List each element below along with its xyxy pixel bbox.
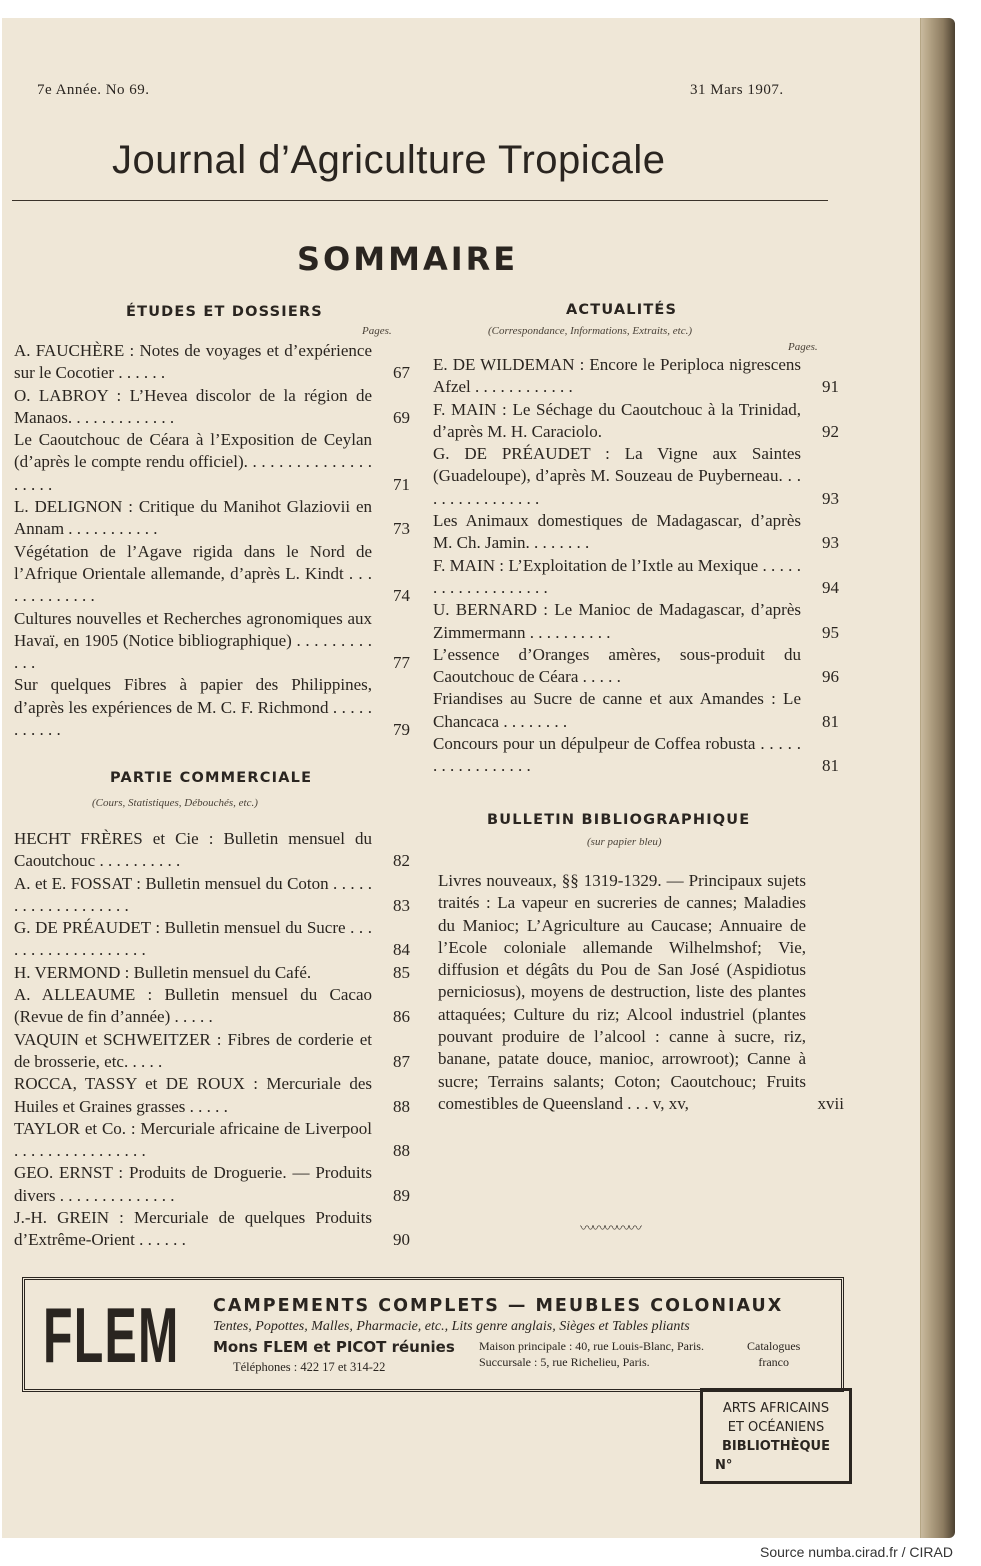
issue-number: 7e Année. No 69. — [37, 82, 150, 98]
stamp-line3: BIBLIOTHÈQUE — [722, 1439, 830, 1454]
section-actualites-title: ACTUALITÉS — [566, 302, 678, 318]
flem-brand: FLEM — [43, 1291, 180, 1379]
toc-entry-text: L. DELIGNON : Critique du Manihot Glaziovii en Annam . . . . . . . . . . . — [14, 497, 372, 539]
etudes-list — [14, 340, 410, 741]
issue-date: 31 Mars 1907. — [690, 82, 784, 98]
toc-entry-page: 96 — [822, 667, 839, 687]
toc-entry-page: 91 — [822, 377, 839, 397]
ad-catalogue — [747, 1338, 800, 1370]
toc-entry-text: H. VERMOND : Bulletin mensuel du Café. — [14, 962, 312, 982]
ad-products: Tentes, Popottes, Malles, Pharmacie, etc., Lits genre anglais, Sièges et Tables pliants — [213, 1319, 690, 1334]
toc-entry[interactable] — [433, 733, 839, 778]
biblio-text: Livres nouveaux, §§ 1319-1329. — Principaux sujets traités : La vapeur en sucreries de cannes; Maladies du Manioc; L’Agriculture au Caucase; Annuaire de l’Ecole coloniale allemande Wilhelmshof; Vie, diffusion et dégâts du Pou de San José (Aspidiotus perniciosus), moyens de destruction, liste des plantes attaquées; Culture du riz; Alcool industriel (plantes pouvant produire de l’alcool : canne à sucre, riz, banane, patate douce, manioc, arrowroot); Canne à sucre; Terrains salants; Coton; Caoutchouc; Fruits comestibles de Queensland . . . v, xv, — [438, 871, 806, 1113]
toc-entry-page: 77 — [393, 653, 410, 673]
toc-entry-text: GEO. ERNST : Produits de Droguerie. — Produits divers . . . . . . . . . . . . . . — [14, 1163, 372, 1205]
toc-entry-page: 79 — [393, 720, 410, 740]
toc-entry[interactable] — [433, 443, 839, 510]
ad-catalogue-line2: franco — [758, 1355, 789, 1369]
toc-entry[interactable] — [14, 340, 410, 385]
toc-entry[interactable] — [14, 962, 410, 984]
toc-entry-text: F. MAIN : Le Séchage du Caoutchouc à la Trinidad, d’après M. H. Caraciolo. — [433, 399, 801, 441]
toc-entry-text: O. LABROY : L’Hevea discolor de la région de Manaos. . . . . . . . . . . . . — [14, 385, 372, 427]
title-rule — [12, 200, 828, 201]
toc-entry-text: A. FAUCHÈRE : Notes de voyages et d’expérience sur le Cocotier . . . . . . — [14, 341, 372, 383]
toc-entry-text: Sur quelques Fibres à papier des Philippines, d’après les expériences de M. C. F. Richmond . . . . . . . . . . . — [14, 675, 372, 740]
toc-entry-text: Cultures nouvelles et Recherches agronomiques aux Havaï, en 1905 (Notice bibliographique) . . . . . . . . . . . . — [14, 608, 372, 673]
toc-entry[interactable] — [14, 1207, 410, 1252]
biblio-entry[interactable] — [438, 870, 844, 1115]
toc-entry-page: 92 — [822, 421, 839, 441]
ad-address-main: Maison principale : 40, rue Louis-Blanc, Paris. — [479, 1339, 704, 1353]
stamp-line2: ET OCÉANIENS — [727, 1420, 825, 1435]
ad-addresses — [479, 1338, 704, 1370]
toc-entry[interactable] — [433, 510, 839, 555]
toc-entry-page: 88 — [393, 1141, 410, 1161]
toc-entry-page: 93 — [822, 488, 839, 508]
toc-entry[interactable] — [433, 555, 839, 600]
toc-entry[interactable] — [14, 828, 410, 873]
toc-entry[interactable] — [14, 984, 410, 1029]
toc-entry-page: 88 — [393, 1096, 410, 1116]
toc-entry-page: 82 — [393, 851, 410, 871]
toc-entry[interactable] — [14, 429, 410, 496]
commerciale-list — [14, 828, 410, 1252]
toc-entry[interactable] — [14, 1162, 410, 1207]
toc-entry[interactable] — [433, 399, 839, 444]
toc-entry-text: Le Caoutchouc de Céara à l’Exposition de Ceylan (d’après le compte rendu officiel). . . . . . . . . . . . . . . . . . . . — [14, 430, 372, 494]
toc-entry-text: L’essence d’Oranges amères, sous-produit du Caoutchouc de Céara . . . . . — [433, 644, 801, 687]
toc-entry-text: Friandises au Sucre de canne et aux Amandes : Le Chancaca . . . . . . . . — [433, 689, 801, 731]
ad-company: Mons FLEM et PICOT réunies — [213, 1338, 455, 1356]
ad-headline: CAMPEMENTS COMPLETS — MEUBLES COLONIAUX — [213, 1296, 784, 1316]
toc-entry-text: A. ALLEAUME : Bulletin mensuel du Cacao (Revue de fin d’année) . . . . . — [14, 985, 372, 1027]
toc-entry-text: F. MAIN : L’Exploitation de l’Ixtle au Mexique . . . . . . . . . . . . . . . . . . . — [433, 555, 801, 597]
toc-entry-page: 81 — [822, 756, 839, 776]
toc-entry-page: 84 — [393, 940, 410, 960]
toc-entry[interactable] — [14, 385, 410, 430]
pages-label-left: Pages. — [362, 325, 392, 337]
toc-entry-page: 73 — [393, 519, 410, 539]
library-stamp — [700, 1388, 852, 1484]
toc-entry-text: Concours pour un dépulpeur de Coffea robusta . . . . . . . . . . . . . . . . . — [433, 734, 801, 776]
toc-entry[interactable] — [14, 917, 410, 962]
toc-entry-page: 74 — [393, 586, 410, 606]
toc-entry-text: HECHT FRÈRES et Cie : Bulletin mensuel du Caoutchouc . . . . . . . . . . — [14, 829, 372, 871]
toc-entry-page: 69 — [393, 407, 410, 427]
section-bulletin-title: BULLETIN BIBLIOGRAPHIQUE — [487, 812, 751, 828]
toc-entry[interactable] — [433, 644, 839, 689]
toc-entry[interactable] — [433, 599, 839, 644]
section-actualites-subtitle: (Correspondance, Informations, Extraits, etc.) — [488, 325, 692, 337]
toc-entry-text: Les Animaux domestiques de Madagascar, d’après M. Ch. Jamin. . . . . . . . — [433, 511, 801, 553]
toc-entry[interactable] — [14, 1118, 410, 1163]
journal-title: Journal d’Agriculture Tropicale — [112, 138, 666, 182]
toc-entry[interactable] — [14, 541, 410, 608]
bulletin-biblio — [438, 870, 844, 1115]
toc-entry-page: 95 — [822, 622, 839, 642]
sommaire-heading: SOMMAIRE — [297, 240, 519, 278]
toc-entry-page: 83 — [393, 895, 410, 915]
toc-entry-page: 86 — [393, 1007, 410, 1027]
toc-entry[interactable] — [14, 674, 410, 741]
stamp-line4: N° — [715, 1458, 733, 1473]
toc-entry-text: J.-H. GREIN : Mercuriale de quelques Produits d’Extrême-Orient . . . . . . — [14, 1208, 372, 1250]
toc-entry-page: 94 — [822, 577, 839, 597]
toc-entry-text: E. DE WILDEMAN : Encore le Periploca nigrescens Afzel . . . . . . . . . . . . — [433, 355, 801, 397]
separator-ornament: 〰〰〰〰〰 — [580, 1222, 640, 1237]
ad-phones: Téléphones : 422 17 et 314-22 — [233, 1360, 386, 1374]
toc-entry[interactable] — [14, 496, 410, 541]
source-credit[interactable]: Source numba.cirad.fr / CIRAD — [760, 1544, 953, 1560]
toc-entry-text: G. DE PRÉAUDET : La Vigne aux Saintes (Guadeloupe), d’après M. Souzeau de Puyberneau. . . . . . . . . . . . . . . . — [433, 444, 801, 508]
section-commerciale-title: PARTIE COMMERCIALE — [110, 770, 313, 786]
toc-entry-text: U. BERNARD : Le Manioc de Madagascar, d’après Zimmermann . . . . . . . . . . — [433, 600, 801, 642]
toc-entry-text: A. et E. FOSSAT : Bulletin mensuel du Coton . . . . . . . . . . . . . . . . . . . — [14, 873, 372, 915]
book-spine — [915, 18, 955, 1538]
toc-entry[interactable] — [14, 1073, 410, 1118]
toc-entry[interactable] — [433, 354, 839, 399]
toc-entry-text: TAYLOR et Co. : Mercuriale africaine de Liverpool . . . . . . . . . . . . . . . . — [14, 1118, 372, 1161]
stamp-line1: ARTS AFRICAINS — [722, 1401, 830, 1416]
actualites-list — [433, 354, 839, 778]
biblio-page: xvii — [817, 1093, 844, 1113]
toc-entry[interactable] — [14, 1029, 410, 1074]
toc-entry-text: VAQUIN et SCHWEITZER : Fibres de corderie et de brosserie, etc. . . . . — [14, 1029, 372, 1071]
toc-entry-text: Végétation de l’Agave rigida dans le Nord de l’Afrique Orientale allemande, d’après L. Kindt . . . . . . . . . . . . . — [14, 541, 372, 606]
toc-entry-page: 81 — [822, 711, 839, 731]
toc-entry[interactable] — [14, 873, 410, 918]
toc-entry-page: 85 — [393, 962, 410, 982]
pages-label-right: Pages. — [788, 341, 818, 353]
section-commerciale-subtitle: (Cours, Statistiques, Débouchés, etc.) — [92, 797, 258, 809]
ad-catalogue-line1: Catalogues — [747, 1339, 801, 1353]
toc-entry[interactable] — [14, 608, 410, 675]
toc-entry-page: 71 — [393, 474, 410, 494]
toc-entry-page: 93 — [822, 533, 839, 553]
toc-entry-page: 87 — [393, 1051, 410, 1071]
toc-entry-page: 67 — [393, 363, 410, 383]
section-bulletin-subtitle: (sur papier bleu) — [587, 836, 662, 848]
toc-entry-page: 90 — [393, 1230, 410, 1250]
toc-entry-text: ROCCA, TASSY et DE ROUX : Mercuriale des Huiles et Graines grasses . . . . . — [14, 1074, 372, 1116]
toc-entry-page: 89 — [393, 1185, 410, 1205]
ad-address-branch: Succursale : 5, rue Richelieu, Paris. — [479, 1355, 650, 1369]
toc-entry[interactable] — [433, 688, 839, 733]
flem-advertisement — [22, 1277, 844, 1392]
toc-entry-text: G. DE PRÉAUDET : Bulletin mensuel du Sucre . . . . . . . . . . . . . . . . . . . — [14, 918, 372, 960]
section-etudes-title: ÉTUDES ET DOSSIERS — [126, 304, 323, 320]
